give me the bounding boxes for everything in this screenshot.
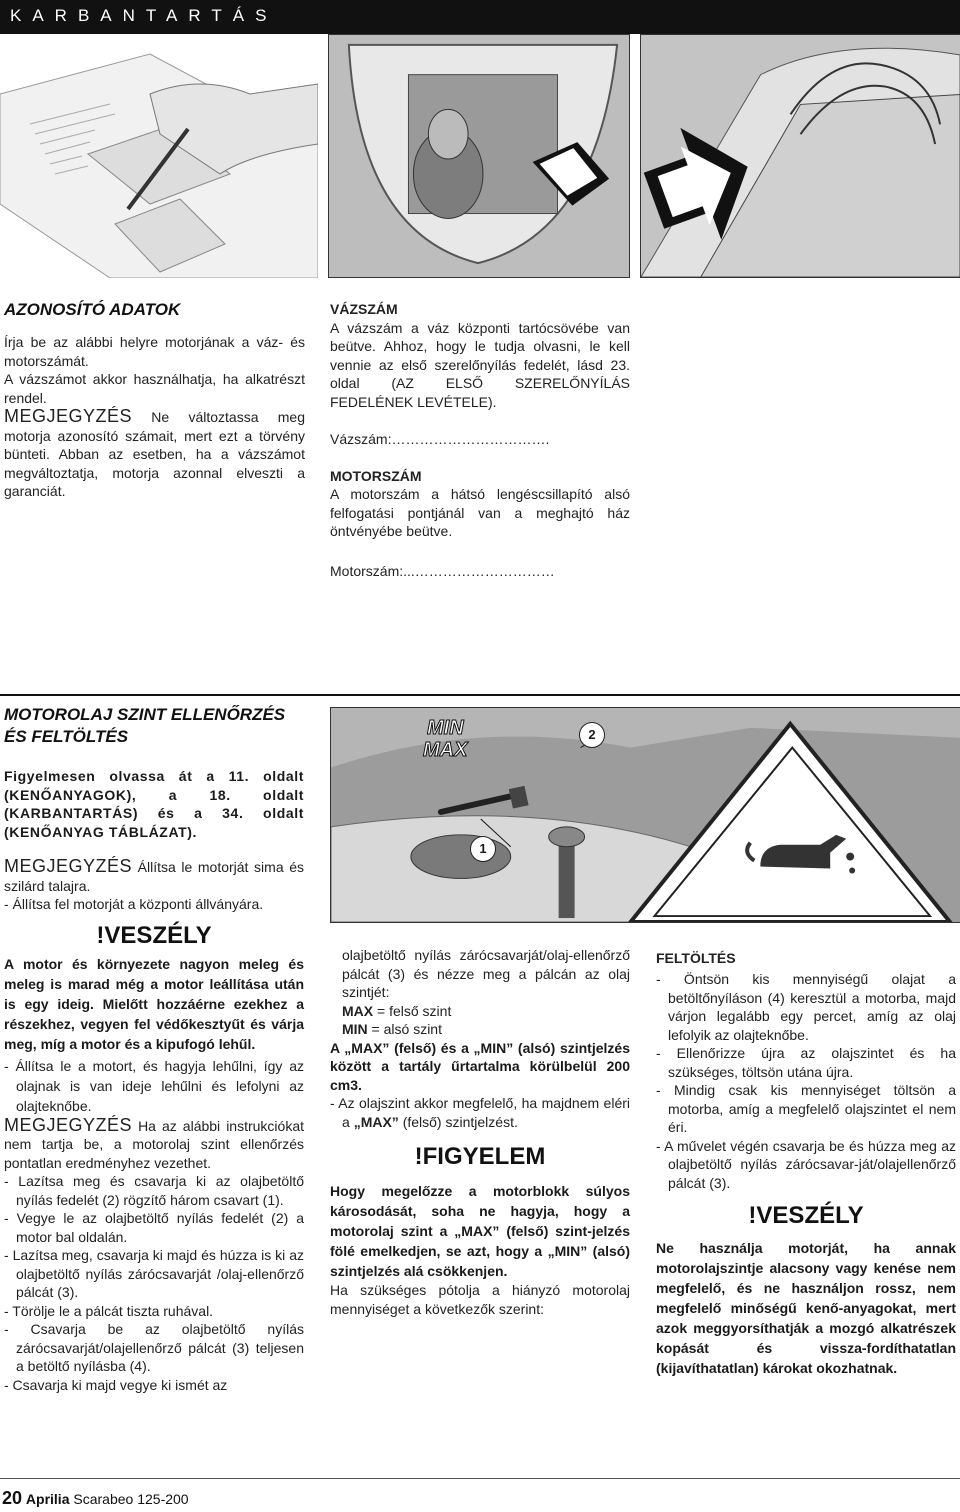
min-level-line xyxy=(330,1020,630,1039)
note-text: Ne változtassa meg motorja azonosító számait, mert ezt a törvény bünteti. Abban az esetben, ha a vázszámot megváltoztatja, motorja azonnal elveszti a garanciát. xyxy=(4,409,305,499)
oil-intro: Figyelmesen olvassa át a 11. oldalt (KENŐANYAGOK), a 18. oldalt (KARBANTARTÁS) és a 34. oldalt (KENŐANYAG TÁBLÁZAT). xyxy=(4,768,304,840)
identification-note xyxy=(4,407,305,501)
footer-divider xyxy=(0,1478,960,1479)
min-keyword: MIN xyxy=(342,1021,368,1037)
frame-engine-number-block xyxy=(330,300,630,580)
oil-note-2-keyword: MEGJEGYZÉS xyxy=(4,1114,133,1135)
identification-p2: A vázszámot akkor használhatja, ha alkatrészt rendel. xyxy=(4,371,305,406)
max-keyword: MAX xyxy=(342,1002,374,1019)
correct-level-text: - Az olajszint akkor megfelelő, ha majdnem eléri a xyxy=(330,1095,630,1130)
caution-title: !FIGYELEM xyxy=(414,1143,546,1170)
oil-step-stand: - Állítsa fel motorját a központi állványára. xyxy=(4,896,264,912)
danger-text-2: Ne használja motorját, ha annak motorolajszintje alacsony vagy kenése nem megfelelő, és ne használjon rossz, nem megfelelő minőségű kenő-anyagokat, mert azok meggyorsíthatják a mozgó alkatrészek kopását és vissza-fordíthatatlan (kijavíthatatlan) károkat okozhatnak. xyxy=(656,1240,956,1376)
callout-2-label: 2 xyxy=(588,727,596,742)
oil-level-heading-line1: MOTOROLAJ SZINT ELLENŐRZÉS xyxy=(4,705,286,724)
oil-step-1: - Lazítsa meg és csavarja ki az olajbetöltő nyílás fedelét (2) rögzítő három csavart (1). xyxy=(4,1173,304,1208)
oil-note-2-text: Ha az alábbi instrukciókat nem tartja be, a motorolaj szint ellenőrzés pontatlan eredményhez vezethet. xyxy=(4,1117,304,1171)
refill-heading: FELTÖLTÉS xyxy=(656,950,736,966)
dipstick-max-label: MAX xyxy=(423,739,468,761)
oil-column-3 xyxy=(656,950,956,1378)
frame-number-heading: VÁZSZÁM xyxy=(330,301,398,317)
engine-number-location-photo xyxy=(640,34,960,278)
max-text: = felső szint xyxy=(373,1002,452,1019)
oil-step-2: - Vegye le az olajbetöltő nyílás fedelét (2) a motor bal oldalán. xyxy=(4,1210,304,1245)
refill-step-4: - A művelet végén csavarja be és húzza meg az olajbetöltő nyílás zárócsavar-ját/olajellenőrző pálcát (3). xyxy=(656,1137,956,1191)
danger-title: !VESZÉLY xyxy=(96,921,212,949)
capacity-text: A „MAX” (felső) és a „MIN” (alsó) szintjelzés között a tartály űrtartalma körülbelül 200 cm3. xyxy=(330,1039,630,1093)
max-level-line xyxy=(330,1002,630,1021)
oil-note-text: Állítsa le motorját sima és szilárd talajra. xyxy=(4,859,304,894)
refill-step-2: - Ellenőrizze újra az olajszintet és ha szükséges, töltsön utána újra. xyxy=(656,1045,956,1080)
callout-1-label: 1 xyxy=(479,841,487,856)
correct-level-line xyxy=(330,1094,630,1131)
oil-column-2 xyxy=(330,946,630,1318)
oil-level-heading-line2: ÉS FELTÖLTÉS xyxy=(4,727,129,746)
oil-step-5: - Csavarja be az olajbetöltő nyílás zárócsavarját/olajellenőrző pálcát (3) teljesen a betöltő nyílásba (4). xyxy=(4,1321,304,1374)
oil-note-2 xyxy=(4,1116,304,1173)
danger-text: A motor és környezete nagyon meleg és meleg is marad még a motor leállítása után is egy ideig. Mielőtt hozzáérne ezekhez a részekhez, vegyen fel védőkesztyűt és várja meg, míg a motor és a kipufogó lehűl. xyxy=(4,955,304,1052)
callout-1 xyxy=(470,836,496,862)
refill-step-3: - Mindig csak kis mennyiséget töltsön a motorba, amíg a megfelelő olajszintet el nem éri. xyxy=(656,1082,956,1135)
frame-number-field: Vázszám:……………………………. xyxy=(330,431,550,447)
engine-number-text: A motorszám a hátsó lengéscsillapító alsó felfogatási pontjánál van a meghajtó ház öntvényébe beütve. xyxy=(330,486,630,539)
frame-number-text: A vázszám a váz központi tartócsövébe van beütve. Ahhoz, hogy le tudja olvasni, le kell vennie az első szerelőnyílás fedelét, lásd 23. oldal (AZ ELSŐ SZERELŐNYÍLÁS FEDELÉNEK LEVÉTELE). xyxy=(330,319,630,410)
oil-step-cool: - Állítsa le a motort, és hagyja lehűlni, így az olajnak is van ideje lehűlni és lefolyni az olajteknőbe. xyxy=(4,1057,304,1114)
refill-intro: Ha szükséges pótolja a hiányzó motorolaj mennyiséget a következők szerint: xyxy=(330,1282,630,1317)
identification-p1: Írja be az alábbi helyre motorjának a váz- és motorszámát. xyxy=(4,334,305,369)
identification-text xyxy=(4,333,305,501)
oil-note-keyword: MEGJEGYZÉS xyxy=(4,856,133,876)
min-text: = alsó szint xyxy=(367,1021,442,1037)
section-divider xyxy=(0,694,960,696)
section-header-title: KARBANTARTÁS xyxy=(10,6,278,25)
page-footer xyxy=(2,1488,189,1509)
dipstick-check-text: olajbetöltő nyílás zárócsavarját/olaj-ellenőrző pálcát (3) és nézze meg a pálcán az olaj szintjét: xyxy=(342,947,630,1000)
oil-step-6: - Csavarja ki majd vegye ki ismét az xyxy=(4,1376,228,1393)
oil-step-4: - Törölje le a pálcát tiszta ruhával. xyxy=(4,1302,214,1319)
footer-model: Scarabeo 125-200 xyxy=(73,1491,189,1507)
note-keyword: MEGJEGYZÉS xyxy=(4,406,133,426)
footer-brand: Aprilia xyxy=(25,1491,70,1507)
engine-number-heading: MOTORSZÁM xyxy=(330,467,422,484)
hand-writing-illustration xyxy=(0,34,318,278)
engine-number-field: Motorszám:...………………………… xyxy=(330,562,555,579)
caution-text: Hogy megelőzze a motorblokk súlyos károsodását, soha ne hagyja, hogy a motorolaj szint a „MAX” (felső) szint-jelzés fölé emelkedjen, se azt, hogy a „MIN” (alsó) szintjelzés alá csökkenjen. xyxy=(330,1183,630,1279)
oil-note xyxy=(4,857,304,895)
refill-step-1: - Öntsön kis mennyiségű olajat a betöltőnyíláson (4) keresztül a motorba, majd várjon legalább egy percet, amíg az olaj lefolyik az olajteknőbe. xyxy=(656,971,956,1043)
callout-2 xyxy=(579,722,605,748)
oil-level-heading xyxy=(4,704,285,748)
frame-number-location-photo xyxy=(328,34,630,278)
identification-heading: AZONOSÍTÓ ADATOK xyxy=(4,300,181,319)
oil-column-1 xyxy=(4,767,304,1394)
correct-level-keyword: „MAX” xyxy=(353,1113,399,1130)
correct-level-tail: (felső) szintjelzést. xyxy=(398,1113,518,1130)
page-number: 20 xyxy=(2,1488,23,1508)
oil-step-3: - Lazítsa meg, csavarja ki majd és húzza is ki az olajbetöltő nyílás zárócsavarját /olaj-ellenőrző pálcát (3). xyxy=(4,1247,304,1300)
danger-title-2: !VESZÉLY xyxy=(748,1202,864,1229)
dipstick-min-label: MIN xyxy=(427,717,464,739)
